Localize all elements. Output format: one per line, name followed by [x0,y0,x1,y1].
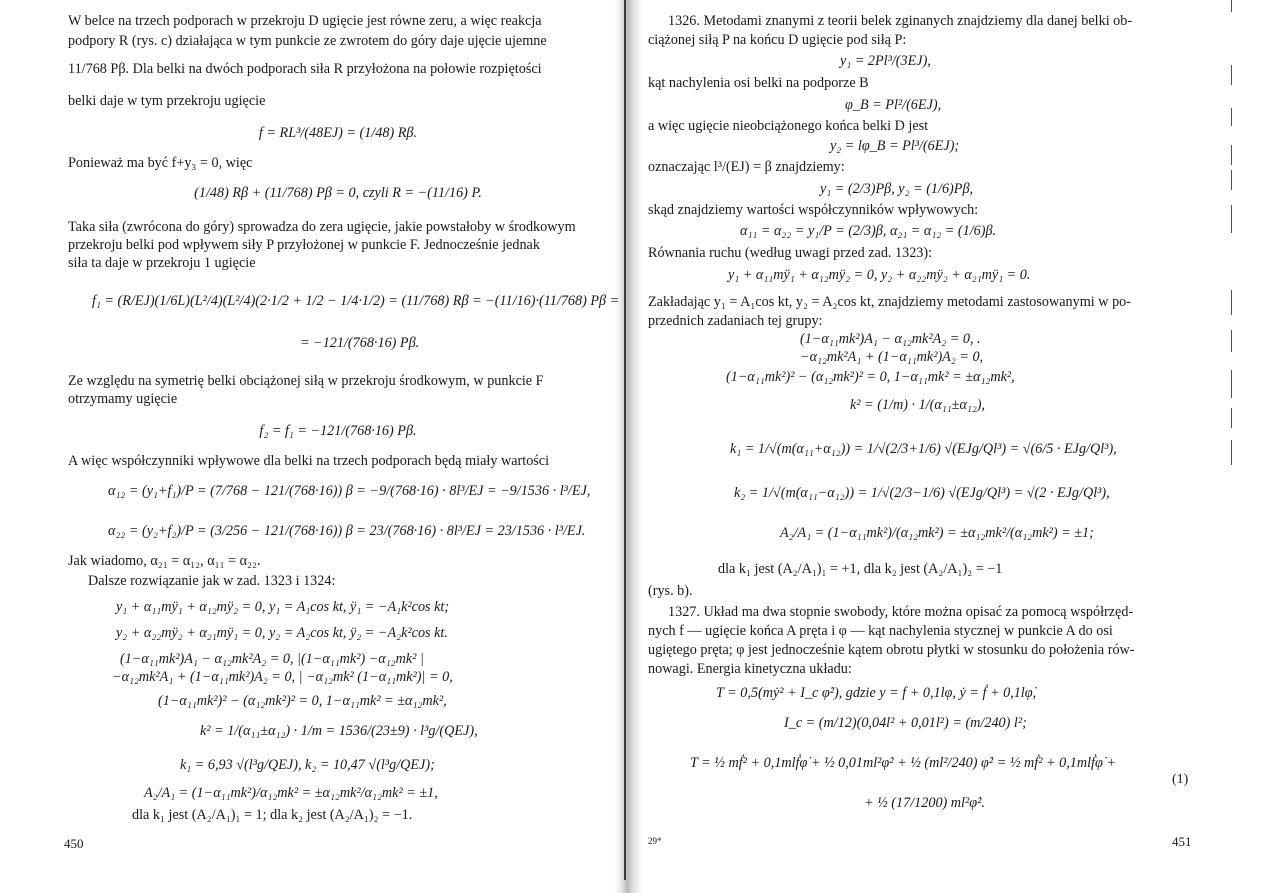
equation: y₂ = lφ_B = Pl³/(6EJ); [830,138,960,154]
equation: T = 0,5(mẏ² + I_c φ̇²), gdzie y = f + 0,1lφ, ẏ = ḟ + 0,1lφ̇, [716,685,1037,701]
signature-mark: 29* [648,836,662,846]
equation: I_c = (m/12)(0,04l² + 0,01l²) = (m/240) l²; [784,715,1027,731]
paragraph-line: Dalsze rozwiązanie jak w zad. 1323 i 1324: [88,573,336,589]
page-number: 451 [1172,834,1192,849]
paragraph-line: Równania ruchu (według uwagi przed zad. 1323): [648,245,933,261]
equation: k₂ = 1/√(m(α₁₁−α₁₂)) = 1/√(2/3−1/6) √(EJg/Ql³) = √(2 · EJg/Ql³), [734,485,1110,501]
equation: A₂/A₁ = (1−α₁₁mk²)/α₁₂mk² = ±α₁₂mk²/α₁₂mk² = ±1, [144,785,438,801]
paragraph-line: kąt nachylenia osi belki na podporze B [648,75,869,91]
equation: k² = 1/(α₁₁±α₁₂) · 1/m = 1536/(23±9) · l³g/(QEJ), [200,723,478,739]
equation: α₁₂ = (y₁+f₁)/P = (7/768 − 121/(768·16)) β = −9/(768·16) · 8l³/EJ = −9/1536 · l³/EJ, [108,483,591,499]
paragraph-line: (rys. b). [648,583,693,599]
equation: y₁ + α₁₁mÿ₁ + α₁₂mÿ₂ = 0, y₁ = A₁cos kt, ÿ₁ = −A₁k²cos kt; [116,599,450,615]
paragraph-line: oznaczając l³/(EJ) = β znajdziemy: [648,159,845,175]
equation: φ_B = Pl²/(6EJ), [845,97,942,113]
equation: α₁₁ = α₂₂ = y₁/P = (2/3)β, α₂₁ = α₁₂ = (1/6)β. [740,223,997,239]
paragraph-line: ugiętego pręta; φ jest jednocześnie kątem obrotu płytki w stosunku do położenia rów- [648,642,1135,658]
equation: T = ½ mḟ² + 0,1mlḟφ̇ + ½ 0,01ml²φ̇² + ½ (ml²/240) φ̇² = ½ mḟ² + 0,1mlḟφ̇ + [690,755,1116,771]
equation: f₁ = (R/EJ)(1/6L)(L²/4)(L²/4)(2·1/2 + 1/2 − 1/4·1/2) = (11/768) Rβ = −(11/16)·(11/768) Pβ = [92,293,620,309]
equation: y₁ + α₁₁mÿ₁ + α₁₂mÿ₂ = 0, y₂ + α₂₂mÿ₂ + α₂₁mÿ₁ = 0. [728,267,1031,283]
equation: (1/48) Rβ + (11/768) Pβ = 0, czyli R = −(11/16) P. [194,185,482,201]
paragraph-line: Ze względu na symetrię belki obciążonej siłą w przekroju środkowym, w punkcie F [68,373,544,389]
equation: −α₁₂mk²A₁ + (1−α₁₁mk²)A₂ = 0, | −α₁₂mk² (1−α₁₁mk²)| = 0, [112,669,453,685]
equation: dla k₁ jest (A₂/A₁)₁ = 1; dla k₂ jest (A₂/A₁)₂ = −1. [132,807,413,823]
paragraph-line: A więc współczynniki wpływowe dla belki na trzech podporach będą miały wartości [68,453,550,469]
equation: y₁ = 2Pl³/(3EJ), [840,53,931,69]
paragraph-line: podpory R (rys. c) działająca w tym punkcie ze zwrotem do góry daje ujęcie ujemne [68,33,547,49]
paragraph-line: W belce na trzech podporach w przekroju D ugięcie jest równe zeru, a więc reakcja [68,13,542,29]
paragraph-line: siła ta daje w przekroju 1 ugięcie [68,255,256,271]
paragraph-line: belki daje w tym przekroju ugięcie [68,93,266,109]
equation: dla k₁ jest (A₂/A₁)₁ = +1, dla k₂ jest (A₂/A₁)₂ = −1 [718,561,1003,577]
equation: f = RL³/(48EJ) = (1/48) Rβ. [258,125,418,141]
equation: (1−α₁₁mk²)² − (α₁₂mk²)² = 0, 1−α₁₁mk² = ±α₁₂mk², [158,693,447,709]
equation: k² = (1/m) · 1/(α₁₁±α₁₂), [850,397,986,413]
paragraph-line: Taka siła (zwrócona do góry) sprowadza do zera ugięcie, jakie powstałoby w środkowym [68,219,576,235]
equation: α₂₂ = (y₂+f₂)/P = (3/256 − 121/(768·16)) β = 23/(768·16) · 8l³/EJ = 23/1536 · l³/EJ. [108,523,586,539]
paragraph-line: otrzymamy ugięcie [68,391,178,407]
paragraph-line: 11/768 Pβ. Dla belki na dwóch podporach siła R przyłożona na połowie rozpiętości [68,61,542,77]
paragraph-line: a więc ugięcie nieobciążonego końca belki D jest [648,118,929,134]
equation: k₁ = 6,93 √(l³g/QEJ), k₂ = 10,47 √(l³g/QEJ); [180,757,435,773]
paragraph-line: Ponieważ ma być f+y₃ = 0, więc [68,155,253,171]
equation: + ½ (17/1200) ml²φ̇². [864,795,985,811]
paragraph-line: przednich zadaniach tej grupy: [648,313,823,329]
equation: (1−α₁₁mk²)² − (α₁₂mk²)² = 0, 1−α₁₁mk² = ±α₁₂mk², [726,369,1015,385]
equation: A₂/A₁ = (1−α₁₁mk²)/(α₁₂mk²) = ±α₁₂mk²/(α₁₂mk²) = ±1; [780,525,1094,541]
paragraph-line: Jak wiadomo, α₂₁ = α₁₂, α₁₁ = α₂₂. [68,553,261,569]
paragraph-line: nowagi. Energia kinetyczna układu: [648,661,852,677]
page-number: 450 [64,836,84,851]
equation: (1−α₁₁mk²)A₁ − α₁₂mk²A₂ = 0, . [800,331,981,347]
paragraph-line: Zakładając y₁ = A₁cos kt, y₂ = A₂cos kt, znajdziemy metodami zastosowanymi w po- [648,294,1131,310]
paragraph-line: skąd znajdziemy wartości współczynników wpływowych: [648,202,979,218]
equation: = −121/(768·16) Pβ. [300,335,420,351]
paragraph-line: ciążonej siłą P na końcu D ugięcie pod siłą P: [648,32,907,48]
problem-heading-1326: 1326. Metodami znanymi z teorii belek zginanych znajdziemy dla danej belki ob- [668,13,1133,29]
equation: y₁ = (2/3)Pβ, y₂ = (1/6)Pβ, [820,181,974,197]
equation: −α₁₂mk²A₁ + (1−α₁₁mk²)A₂ = 0, [800,349,984,365]
equation: f₂ = f₁ = −121/(768·16) Pβ. [259,423,417,439]
paragraph-line: nych f — ugięcie końca A pręta i φ — kąt nachylenia stycznej w punkcie A do osi [648,623,1113,639]
equation: k₁ = 1/√(m(α₁₁+α₁₂)) = 1/√(2/3+1/6) √(EJg/Ql³) = √(6/5 · EJg/Ql³), [730,441,1117,457]
equation: y₂ + α₂₂mÿ₂ + α₂₁mÿ₁ = 0, y₂ = A₂cos kt, ÿ₂ = −A₂k²cos kt. [116,625,448,641]
problem-heading-1327: 1327. Układ ma dwa stopnie swobody, które można opisać za pomocą współrzęd- [668,604,1134,620]
paragraph-line: przekroju belki pod wpływem siły P przyłożonej w punkcie F. Jednocześnie jednak [68,237,540,253]
equation: (1−α₁₁mk²)A₁ − α₁₂mk²A₂ = 0, |(1−α₁₁mk²) −α₁₂mk² | [120,651,424,667]
equation-number: (1) [1172,772,1189,787]
